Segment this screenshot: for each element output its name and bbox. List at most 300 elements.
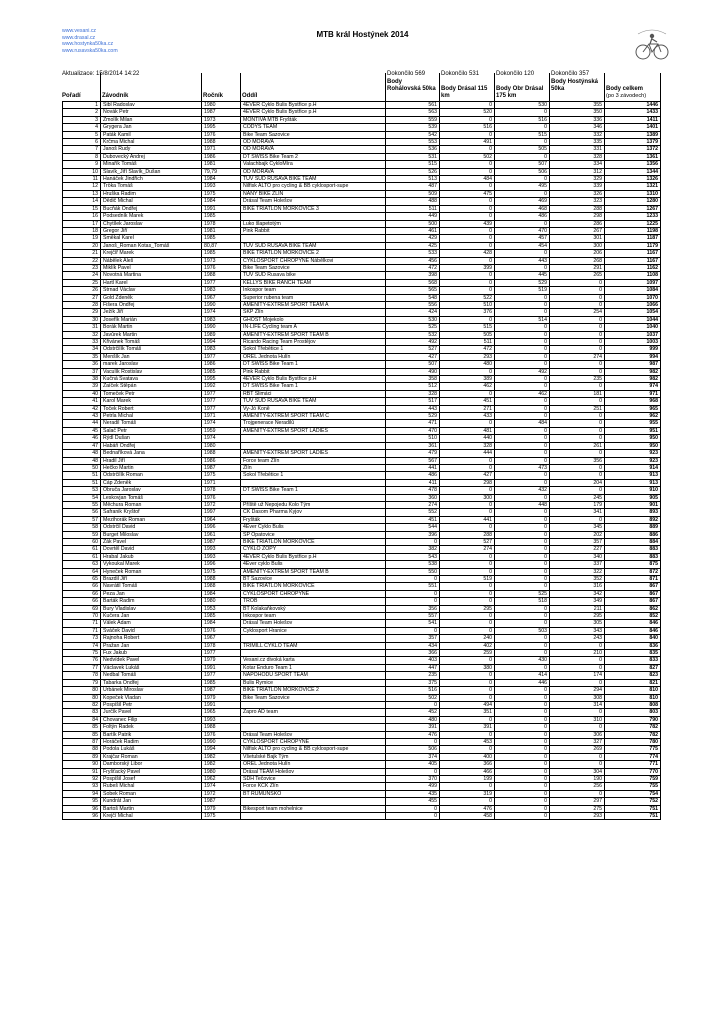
total-points-cell: 782 — [605, 724, 661, 731]
race4-points-cell: 328 — [550, 153, 605, 160]
team-cell: Sokol Třebětice 1 — [241, 346, 386, 353]
race4-points-cell: 288 — [550, 205, 605, 212]
team-cell: 4EVER Cyklo Bulis Bystřice p.H — [241, 553, 386, 560]
race4-points-cell: 298 — [550, 213, 605, 220]
rank-cell: 23 — [63, 264, 101, 271]
year-cell: 1974 — [202, 420, 241, 427]
table-row — [63, 635, 661, 642]
sponsor-link[interactable]: www.hostynka50ka.cz — [62, 41, 114, 48]
team-cell: TROB — [241, 598, 386, 605]
race2-points-cell: 0 — [440, 783, 495, 790]
rider-cell: Burget Miloslav — [101, 531, 202, 538]
rank-cell: 92 — [63, 775, 101, 782]
total-points-cell: 1198 — [605, 227, 661, 234]
table-row — [63, 472, 661, 479]
total-points-cell: 923 — [605, 450, 661, 457]
rank-cell: 33 — [63, 339, 101, 346]
rank-cell: 69 — [63, 605, 101, 612]
rank-cell: 37 — [63, 368, 101, 375]
race2-points-cell: 476 — [440, 805, 495, 812]
race4-points-cell: 245 — [550, 494, 605, 501]
race1-points-cell: 424 — [386, 309, 440, 316]
race2-points-cell: 0 — [440, 746, 495, 753]
rank-cell: 26 — [63, 287, 101, 294]
rank-cell: 57 — [63, 516, 101, 523]
race3-points-cell: 0 — [495, 435, 550, 442]
rider-cell: Václavek Lukáš — [101, 664, 202, 671]
race4-points-cell: 190 — [550, 775, 605, 782]
team-cell: Zapro AD team — [241, 709, 386, 716]
race1-points-cell: 539 — [386, 124, 440, 131]
race3-points-cell: 0 — [495, 620, 550, 627]
race1-points-cell: 517 — [386, 398, 440, 405]
rank-cell: 54 — [63, 494, 101, 501]
rank-cell: 56 — [63, 509, 101, 516]
sponsor-link[interactable]: www.vesani.cz — [62, 28, 97, 34]
race2-points-cell: 520 — [440, 109, 495, 116]
total-points-cell: 951 — [605, 427, 661, 434]
total-points-cell: 775 — [605, 746, 661, 753]
table-row — [63, 250, 661, 257]
race2-points-cell: 0 — [440, 487, 495, 494]
sponsor-link[interactable]: www.drasal.cz — [62, 34, 96, 41]
race4-points-cell: 0 — [550, 664, 605, 671]
race3-points-cell: 486 — [495, 213, 550, 220]
team-cell: Drásal Team Holešov — [241, 731, 386, 738]
rank-cell: 4 — [63, 124, 101, 131]
race2-points-cell: 0 — [440, 509, 495, 516]
race1-points-cell: 536 — [386, 146, 440, 153]
race1-points-cell: 531 — [386, 153, 440, 160]
race4-points-cell: 227 — [550, 546, 605, 553]
year-cell: 1985 — [202, 213, 241, 220]
race2-points-cell: 0 — [440, 316, 495, 323]
race2-points-cell: 451 — [440, 398, 495, 405]
total-points-cell: 821 — [605, 679, 661, 686]
race3-points-cell: 0 — [495, 783, 550, 790]
rank-cell: 79 — [63, 679, 101, 686]
race2-points-cell: 511 — [440, 339, 495, 346]
total-points-cell: 913 — [605, 479, 661, 486]
race3-points-cell: 0 — [495, 109, 550, 116]
race3-points-cell: 462 — [495, 390, 550, 397]
team-cell: BT RUMUNSKO — [241, 790, 386, 797]
race3-points-cell: 0 — [495, 531, 550, 538]
year-cell: 1993 — [202, 546, 241, 553]
race2-points-cell: 519 — [440, 576, 495, 583]
team-cell: Bike Team Sazovice — [241, 264, 386, 271]
rider-cell: Novotná Martina — [101, 272, 202, 279]
table-row — [63, 116, 661, 123]
total-points-cell: 1037 — [605, 331, 661, 338]
race2-points-cell: 399 — [440, 264, 495, 271]
team-cell: Bike Team Sazovice — [241, 131, 386, 138]
year-cell: 1988 — [202, 583, 241, 590]
race1-points-cell: 456 — [386, 257, 440, 264]
race3-points-cell: 0 — [495, 450, 550, 457]
table-row — [63, 687, 661, 694]
race2-points-cell: 271 — [440, 405, 495, 412]
rider-cell: Dědič Michal — [101, 198, 202, 205]
rank-cell: 96 — [63, 813, 101, 820]
year-cell: 1971 — [202, 146, 241, 153]
year-cell: 1991 — [202, 664, 241, 671]
race1-points-cell: 0 — [386, 701, 440, 708]
race1-points-cell: 452 — [386, 709, 440, 716]
race1-points-cell: 434 — [386, 642, 440, 649]
year-cell: 1977 — [202, 353, 241, 360]
team-cell — [241, 650, 386, 657]
rider-cell: Kopeček Vladan — [101, 694, 202, 701]
rider-cell: Peza Jan — [101, 590, 202, 597]
rider-cell: Tröka Tomáš — [101, 183, 202, 190]
table-row — [63, 553, 661, 560]
race1-points-cell: 274 — [386, 501, 440, 508]
total-points-cell: 1310 — [605, 190, 661, 197]
rider-cell: Javůrek Martin — [101, 331, 202, 338]
race3-points-cell: 0 — [495, 805, 550, 812]
race1-points-cell: 449 — [386, 213, 440, 220]
race4-points-cell: 0 — [550, 761, 605, 768]
rank-cell: 74 — [63, 642, 101, 649]
race2-points-cell: 319 — [440, 790, 495, 797]
rider-cell: Nedbal Tomáš — [101, 672, 202, 679]
race2-points-cell: 0 — [440, 731, 495, 738]
race2-points-cell: 0 — [440, 257, 495, 264]
rank-cell: 85 — [63, 731, 101, 738]
rider-cell: Fux Jakub — [101, 650, 202, 657]
race1-points-cell: 356 — [386, 605, 440, 612]
team-cell — [241, 716, 386, 723]
race3-points-cell: 506 — [495, 168, 550, 175]
rider-cell: Pražan Jan — [101, 642, 202, 649]
rider-cell: Rýdl Dušan — [101, 435, 202, 442]
race2-points-cell: 0 — [440, 213, 495, 220]
race4-points-cell: 329 — [550, 176, 605, 183]
year-cell: 1976 — [202, 627, 241, 634]
table-row — [63, 783, 661, 790]
team-cell: OD MORAVA — [241, 139, 386, 146]
rider-cell: Foltýn Radek — [101, 724, 202, 731]
race1-points-cell: 429 — [386, 235, 440, 242]
race2-points-cell: 453 — [440, 738, 495, 745]
rider-cell: marek Jaroslav — [101, 361, 202, 368]
rider-cell: Navrátil Tomáš — [101, 583, 202, 590]
table-row — [63, 161, 661, 168]
race4-points-cell: 305 — [550, 620, 605, 627]
rider-cell: Bartoš Martin — [101, 805, 202, 812]
table-row — [63, 479, 661, 486]
race4-points-cell: 316 — [550, 583, 605, 590]
rank-cell: 3 — [63, 116, 101, 123]
race1-points-cell: 544 — [386, 524, 440, 531]
race4-points-cell: 0 — [550, 324, 605, 331]
team-cell: MONTIVA MTB Fryšták — [241, 116, 386, 123]
rider-cell: Habáň Ondřej — [101, 442, 202, 449]
rank-cell: 15 — [63, 205, 101, 212]
year-cell: 1971 — [202, 413, 241, 420]
team-cell: NAPOHODU SPORT TEAM — [241, 672, 386, 679]
team-cell — [241, 724, 386, 731]
team-cell: Force KCK Zlín — [241, 783, 386, 790]
race1-points-cell: 490 — [386, 368, 440, 375]
race3-points-cell: 515 — [495, 131, 550, 138]
team-cell: BIKE TRIATLON MORKOVICE — [241, 583, 386, 590]
total-points-cell: 751 — [605, 813, 661, 820]
race4-points-cell: 0 — [550, 301, 605, 308]
rider-cell: Sváček David — [101, 627, 202, 634]
total-points-cell: 751 — [605, 805, 661, 812]
race1-points-cell: 515 — [386, 161, 440, 168]
table-row — [63, 450, 661, 457]
year-cell: 1967 — [202, 294, 241, 301]
race1-points-cell: 0 — [386, 576, 440, 583]
year-cell: 1991 — [202, 205, 241, 212]
total-points-cell: 1097 — [605, 279, 661, 286]
year-cell: 1978 — [202, 220, 241, 227]
race3-points-cell: 0 — [495, 339, 550, 346]
rider-cell: Nedvídek Pavel — [101, 657, 202, 664]
total-points-cell: 987 — [605, 361, 661, 368]
race4-points-cell: 0 — [550, 398, 605, 405]
rank-cell: 6 — [63, 139, 101, 146]
total-points-cell: 923 — [605, 457, 661, 464]
table-row — [63, 716, 661, 723]
race1-points-cell: 455 — [386, 798, 440, 805]
team-cell: 4Ever Cyklo Bulis — [241, 524, 386, 531]
race3-points-cell: 503 — [495, 627, 550, 634]
rank-cell: 83 — [63, 709, 101, 716]
year-cell: 1971 — [202, 479, 241, 486]
total-points-cell: 1401 — [605, 124, 661, 131]
race1-points-cell: 476 — [386, 731, 440, 738]
race3-points-cell: 0 — [495, 731, 550, 738]
race4-points-cell: 206 — [550, 250, 605, 257]
race3-points-cell: 0 — [495, 413, 550, 420]
race4-points-cell: 306 — [550, 731, 605, 738]
race4-points-cell: 301 — [550, 235, 605, 242]
rider-cell: Kučera Jan — [101, 613, 202, 620]
year-cell: 1965 — [202, 709, 241, 716]
race1-points-cell: 360 — [386, 494, 440, 501]
rank-cell: 45 — [63, 427, 101, 434]
race4-points-cell: 340 — [550, 553, 605, 560]
rider-cell: Damborský Libor — [101, 761, 202, 768]
race1-points-cell: 568 — [386, 279, 440, 286]
race3-points-cell: 492 — [495, 368, 550, 375]
total-points-cell: 1233 — [605, 213, 661, 220]
race3-points-cell: 0 — [495, 294, 550, 301]
results-table — [62, 101, 661, 820]
rank-cell: 35 — [63, 353, 101, 360]
total-points-cell: 886 — [605, 531, 661, 538]
table-row — [63, 427, 661, 434]
race1-points-cell: 411 — [386, 479, 440, 486]
rider-cell: Fryšťacký Pavel — [101, 768, 202, 775]
race4-points-cell: 211 — [550, 605, 605, 612]
race4-points-cell: 356 — [550, 457, 605, 464]
rank-cell: 30 — [63, 316, 101, 323]
rider-cell: Dubovecký Andrej — [101, 153, 202, 160]
table-row — [63, 220, 661, 227]
race4-points-cell: 0 — [550, 464, 605, 471]
race4-points-cell: 0 — [550, 279, 605, 286]
table-row — [63, 309, 661, 316]
race1-points-cell: 552 — [386, 509, 440, 516]
race4-points-cell: 350 — [550, 109, 605, 116]
race4-points-cell: 204 — [550, 479, 605, 486]
table-row — [63, 487, 661, 494]
race2-points-cell: 441 — [440, 516, 495, 523]
race3-points-cell: 0 — [495, 472, 550, 479]
race4-points-cell: 295 — [550, 613, 605, 620]
rider-cell: Hartl Karel — [101, 279, 202, 286]
total-points-cell: 846 — [605, 620, 661, 627]
total-points-cell: 893 — [605, 509, 661, 516]
race1-points-cell: 488 — [386, 198, 440, 205]
race2-points-cell: 0 — [440, 227, 495, 234]
race3-points-cell: 0 — [495, 775, 550, 782]
race4-points-cell: 312 — [550, 168, 605, 175]
total-points-cell: 810 — [605, 687, 661, 694]
rider-cell: Krejčíř Marek — [101, 250, 202, 257]
race2-points-cell: 480 — [440, 361, 495, 368]
team-cell: OREL Jednota Hulín — [241, 353, 386, 360]
rank-cell: 18 — [63, 227, 101, 234]
race4-points-cell: 0 — [550, 427, 605, 434]
year-cell: 79,79 — [202, 168, 241, 175]
race3-points-cell: 0 — [495, 813, 550, 820]
year-cell: 1974 — [202, 783, 241, 790]
table-row — [63, 353, 661, 360]
race2-points-cell: 298 — [440, 479, 495, 486]
race2-points-cell: 0 — [440, 687, 495, 694]
race3-points-cell: 0 — [495, 553, 550, 560]
rider-cell: Směkal Karel — [101, 235, 202, 242]
rank-cell: 90 — [63, 761, 101, 768]
total-points-cell: 950 — [605, 435, 661, 442]
rider-cell: Pospíšil Petr — [101, 701, 202, 708]
race1-points-cell: 361 — [386, 442, 440, 449]
race3-points-cell: 0 — [495, 761, 550, 768]
rank-cell: 61 — [63, 553, 101, 560]
race4-points-cell: 0 — [550, 642, 605, 649]
total-points-cell: 965 — [605, 405, 661, 412]
race2-points-cell: 0 — [440, 553, 495, 560]
sponsor-link[interactable]: www.rusavska50ka.com — [62, 47, 118, 54]
year-cell: 1988 — [202, 139, 241, 146]
race2-points-cell: 458 — [440, 813, 495, 820]
race3-points-cell: 0 — [495, 635, 550, 642]
race3-points-cell: 430 — [495, 657, 550, 664]
race3-points-cell: 0 — [495, 738, 550, 745]
year-cell: 1985 — [202, 679, 241, 686]
total-points-cell: 803 — [605, 709, 661, 716]
race3-points-cell: 445 — [495, 272, 550, 279]
team-cell: Všetulské Bajk Tým — [241, 753, 386, 760]
race2-points-cell: 427 — [440, 472, 495, 479]
race4-points-cell: 323 — [550, 198, 605, 205]
team-cell: DT SWISS Bike Team 1 — [241, 383, 386, 390]
year-cell: 1990 — [202, 324, 241, 331]
rider-cell: Křivánek Tomáš — [101, 339, 202, 346]
total-points-cell: 1054 — [605, 309, 661, 316]
rank-cell: 80 — [63, 687, 101, 694]
rank-cell: 11 — [63, 176, 101, 183]
table-row — [63, 501, 661, 508]
race4-points-cell: 342 — [550, 590, 605, 597]
table-row — [63, 168, 661, 175]
race4-points-cell: 357 — [550, 538, 605, 545]
table-row — [63, 531, 661, 538]
rank-cell: 66 — [63, 590, 101, 597]
rider-cell: Horáček Radim — [101, 738, 202, 745]
table-row — [63, 398, 661, 405]
year-cell: 1988 — [202, 724, 241, 731]
rider-cell: Paták Kamil — [101, 131, 202, 138]
race2-points-cell: 0 — [440, 464, 495, 471]
race2-points-cell: 0 — [440, 198, 495, 205]
year-cell: 1982 — [202, 753, 241, 760]
year-cell: 1984 — [202, 176, 241, 183]
race1-points-cell: 513 — [386, 176, 440, 183]
total-points-cell: 770 — [605, 768, 661, 775]
table-row — [63, 176, 661, 183]
total-points-cell: 982 — [605, 368, 661, 375]
race2-points-cell: 440 — [440, 435, 495, 442]
year-cell: 1980 — [202, 442, 241, 449]
race4-points-cell: 343 — [550, 627, 605, 634]
race1-points-cell: 443 — [386, 405, 440, 412]
table-row — [63, 583, 661, 590]
table-row — [63, 790, 661, 797]
race1-points-cell: 0 — [386, 813, 440, 820]
race4-points-cell: 267 — [550, 227, 605, 234]
race3-points-cell: 0 — [495, 546, 550, 553]
total-points-cell: 1280 — [605, 198, 661, 205]
team-cell: Kotar Enduro Team 1 — [241, 664, 386, 671]
rank-cell: 19 — [63, 235, 101, 242]
rank-cell: 77 — [63, 664, 101, 671]
race3-points-cell: 0 — [495, 331, 550, 338]
race4-points-cell: 0 — [550, 383, 605, 390]
race2-points-cell: 366 — [440, 761, 495, 768]
race3-points-cell: 0 — [495, 613, 550, 620]
rider-cell: Fišera Ondřej — [101, 301, 202, 308]
rider-cell: Hyneček Roman — [101, 568, 202, 575]
race4-points-cell: 332 — [550, 131, 605, 138]
race2-points-cell: 328 — [440, 442, 495, 449]
table-row — [63, 620, 661, 627]
team-cell: DT SWISS Bike Team 1 — [241, 487, 386, 494]
race2-finishers: Dokončilo 531 — [441, 71, 480, 77]
race2-points-cell: 300 — [440, 494, 495, 501]
year-cell: 1985 — [202, 235, 241, 242]
race1-points-cell: 479 — [386, 450, 440, 457]
rider-cell: Miklík Pavel — [101, 264, 202, 271]
total-points-cell: 871 — [605, 576, 661, 583]
table-row — [63, 509, 661, 516]
race2-points-cell: 428 — [440, 250, 495, 257]
race3-points-cell: 470 — [495, 227, 550, 234]
year-cell: 1995 — [202, 376, 241, 383]
race3-points-cell: 0 — [495, 798, 550, 805]
race2-points-cell: 0 — [440, 235, 495, 242]
race2-header: Body Drásal 115 km — [441, 86, 488, 99]
year-cell: 1988 — [202, 576, 241, 583]
race2-points-cell: 0 — [440, 390, 495, 397]
rider-cell: Jurčík Pavel — [101, 709, 202, 716]
